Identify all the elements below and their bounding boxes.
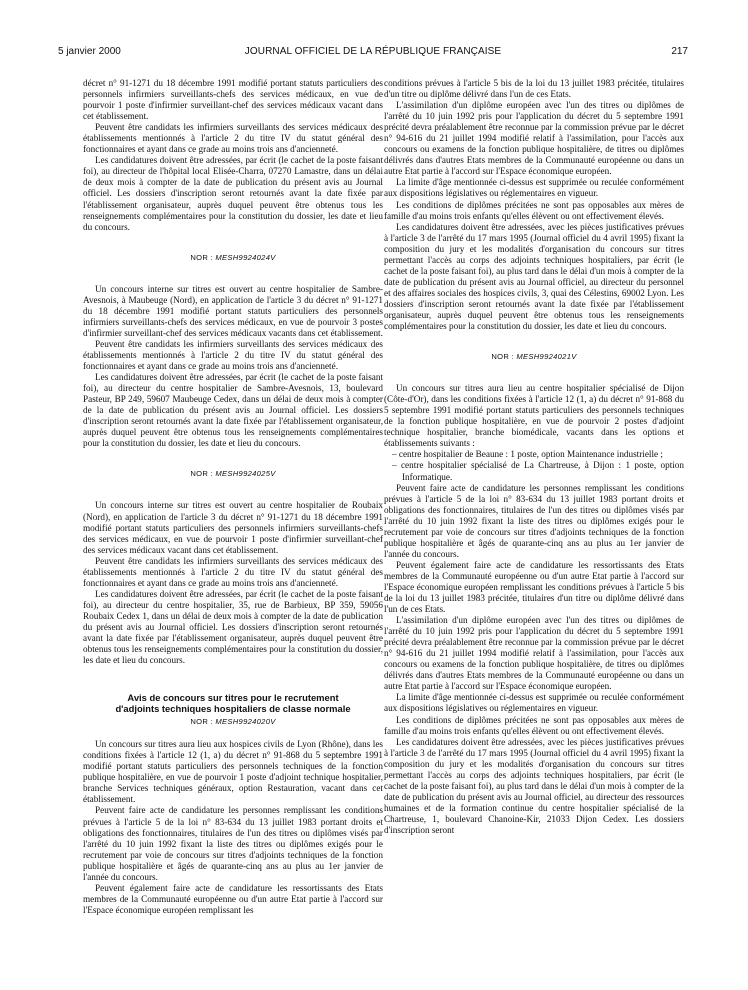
paragraph: Les candidatures doivent être adressées, avec les pièces justificatives prévues à l'article 3 de l'arrêté du 17 mars 1995 (Journal officiel du 4 avril 1995) fixant la composition du jury et les modalités d'organisation du concours sur titres permettant l'accès au corps des adjoints techniques hospitaliers, par écrit (le cachet de la poste faisant foi), au plus tard dans le délai d'un mois à compter de la date de publication du présent avis au Journal officiel, au directeur des ressources humaines et de la formation continue du centre hospitalier spécialisé de la Chartreuse, 1, boulevard Chanoine-Kir, 21033 Dijon Cedex. Les dossiers d'inscription seront bbox=[384, 736, 684, 835]
paragraph: L'assimilation d'un diplôme européen avec l'un des titres ou diplômes de l'arrêté du 10 juin 1992 pris pour l'application du décret du 5 septembre 1991 précité devra préalablement être reconnue par la commission prévue par le décret n° 94-616 du 21 juillet 1994 modifié relatif à l'assimilation, pour l'accès aux concours ou examens de la fonction publique hospitalière, de titres ou diplômes délivrés dans d'autres Etats membres de la Communauté européenne ou dans un autre Etat partie à l'accord sur l'Espace économique européen. bbox=[384, 100, 684, 177]
nor-reference bbox=[83, 468, 383, 479]
journal-title: JOURNAL OFFICIEL DE LA RÉPUBLIQUE FRANÇAISE bbox=[244, 46, 502, 57]
paragraph: Les candidatures doivent être adressées, par écrit (le cachet de la poste faisant foi), au directeur du centre hospitalier, 35, rue de Barbieux, BP 359, 59056 Roubaix Cedex 1, dans un délai de deux mois à compter de la date de publication du présent avis au Journal officiel. Les dossiers d'inscription seront retournés avant la date fixée par l'établissement organisateur, auprès duquel peuvent être obtenus tous les renseignements complémentaires pour la constitution du dossier, les date et lieu du concours. bbox=[83, 588, 383, 666]
paragraph: Les conditions de diplômes précitées ne sont pas opposables aux mères de famille d'au moins trois enfants qu'elles élèvent ou ont effectivement élevés. bbox=[384, 199, 684, 221]
section-title-line: Avis de concours sur titres pour le recrutement bbox=[127, 692, 339, 704]
list-item: – centre hospitalier spécialisé de La Chartreuse, à Dijon : 1 poste, option Informatique. bbox=[392, 460, 684, 482]
nor-reference bbox=[384, 351, 684, 362]
nor-label: NOR : bbox=[491, 352, 514, 362]
nor-code: MESH9924021V bbox=[516, 352, 577, 362]
paragraph: L'assimilation d'un diplôme européen avec l'un des titres ou diplômes de l'arrêté du 10 juin 1992 pris pour l'application du décret du 5 septembre 1991 précité devra préalablement être reconnue par la commission prévue par le décret n° 94-616 du 21 juillet 1994 modifié relatif à l'assimilation, pour l'accès aux concours ou examens de la fonction publique hospitalière, de titres ou diplômes délivrés dans d'autres Etats membres de la Communauté européenne ou dans un autre Etat partie à l'accord sur l'Espace économique européen. bbox=[384, 615, 684, 692]
nor-label: NOR : bbox=[190, 717, 213, 727]
paragraph: décret n° 91-1271 du 18 décembre 1991 modifié portant statuts particuliers des personnels infirmiers surveillants-chefs des services médicaux, en vue de pourvoir 1 poste d'infirmier surveillant-chef des services médicaux vacant dans cet établissement. bbox=[83, 78, 383, 122]
right-column bbox=[384, 78, 684, 836]
section-title-line: d'adjoints techniques hospitaliers de classe normale bbox=[115, 703, 351, 715]
paragraph: La limite d'âge mentionnée ci-dessus est supprimée ou reculée conformément aux dispositions législatives ou réglementaires en vigueur. bbox=[384, 692, 684, 714]
nor-code: MESH9924025V bbox=[215, 469, 276, 479]
paragraph: Peuvent faire acte de candidature les personnes remplissant les conditions prévues à l'article 5 de la loi n° 83-634 du 13 juillet 1983 portant droits et obligations des fonctionnaires, titulaires de l'un des titres ou diplômes visés par l'arrêté du 10 juin 1992 fixant la liste des titres ou diplômes exigés pour le recrutement par voie de concours sur titres d'adjoints techniques de la fonction publique hospitalière et âgés de quarante-cinq ans au plus au 1er janvier de l'année du concours. bbox=[83, 805, 383, 882]
paragraph: Peuvent être candidats les infirmiers surveillants des services médicaux des établissements mentionnés à l'article 2 du titre IV du statut général des fonctionnaires et ayant dans ce grade au moins trois ans d'ancienneté. bbox=[83, 122, 383, 155]
paragraph: Un concours interne sur titres est ouvert au centre hospitalier de Sambre-Avesnois, à Maubeuge (Nord), en application de l'article 3 du décret n° 91-1271 du 18 décembre 1991 modifié portant statuts particuliers des personnels infirmiers surveillants-chefs des services médicaux, en vue de pourvoir 3 postes d'infirmier surveillant-chef des services médicaux vacants dans cet établissement. bbox=[83, 283, 383, 338]
paragraph: Un concours interne sur titres est ouvert au centre hospitalier de Roubaix (Nord), en application de l'article 3 du décret n° 91-1271 du 18 décembre 1991 modifié portant statuts particuliers des personnels infirmiers surveillants-chefs des services médicaux, en vue de pourvoir 1 poste d'infirmier surveillant-chef des services médicaux vacant dans cet établissement. bbox=[83, 500, 383, 555]
paragraph: Peuvent être candidats les infirmiers surveillants des services médicaux des établissements mentionnés à l'article 2 du titre IV du statut général des fonctionnaires et ayant dans ce grade au moins trois ans d'ancienneté. bbox=[83, 555, 383, 588]
nor-code: MESH9924024V bbox=[215, 252, 276, 262]
paragraph: Peuvent faire acte de candidature les personnes remplissant les conditions prévues à l'article 5 de la loi n° 83-634 du 13 juillet 1983 portant droits et obligations des fonctionnaires, titulaires de l'un des titres ou diplômes visés par l'arrêté du 10 juin 1992 fixant la liste des titres ou diplômes exigés pour le recrutement par voie de concours sur titres d'adjoints techniques de la fonction publique hospitalière et âgés de quarante-cinq ans au plus au 1er janvier de l'année du concours. bbox=[384, 482, 684, 559]
paragraph: Peuvent être candidats les infirmiers surveillants des services médicaux des établissements mentionnés à l'article 2 du titre IV du statut général des fonctionnaires et ayant dans ce grade au moins trois ans d'ancienneté. bbox=[83, 338, 383, 372]
paragraph: Peuvent également faire acte de candidature les ressortissants des Etats membres de la Communauté européenne ou d'un autre Etat partie à l'accord sur l'Espace économique européen remplissant les bbox=[83, 882, 383, 915]
paragraph: Les candidatures doivent être adressées, par écrit (le cachet de la poste faisant foi), au directeur de l'hôpital local Elisée-Charra, 07270 Lamastre, dans un délai de deux mois à compter de la date de publication du présent avis au Journal officiel. Les dossiers d'inscription seront retournés avant la date fixée par l'établissement organisateur, auprès duquel peuvent être obtenus tous les renseignements complémentaires pour la constitution du dossier, les date et lieu du concours. bbox=[83, 155, 383, 232]
page-header bbox=[58, 46, 688, 60]
nor-reference bbox=[83, 716, 383, 727]
paragraph: La limite d'âge mentionnée ci-dessus est supprimée ou reculée conformément aux dispositions législatives ou réglementaires en vigueur. bbox=[384, 177, 684, 199]
section-title bbox=[83, 692, 383, 714]
paragraph: Un concours sur titres aura lieu aux hospices civils de Lyon (Rhône), dans les conditions fixées à l'article 12 (1, a) du décret n° 91-868 du 5 septembre 1991 modifié portant statuts particuliers des personnels techniques de la fonction publique hospitalière, en vue de pourvoir 1 poste d'adjoint technique hospitalier, branche Services techniques généraux, option Restauration, vacant dans cet établissement. bbox=[83, 739, 383, 805]
issue-date: 5 janvier 2000 bbox=[58, 46, 121, 57]
nor-label: NOR : bbox=[190, 252, 213, 262]
paragraph: conditions prévues à l'article 5 bis de la loi du 13 juillet 1983 précitée, titulaires d'un titre ou diplôme délivré dans l'un de ces Etats. bbox=[384, 78, 684, 100]
nor-label: NOR : bbox=[190, 469, 213, 479]
paragraph: Peuvent également faire acte de candidature les ressortissants des Etats membres de la Communauté européenne ou d'un autre Etat partie à l'accord sur l'Espace économique européen remplissant les conditions prévues à l'article 5 bis de la loi du 13 juillet 1983 précitée, titulaires d'un titre ou diplôme délivré dans l'un de ces Etats. bbox=[384, 559, 684, 615]
paragraph: Les candidatures doivent être adressées, par écrit (le cachet de la poste faisant foi), au directeur du centre hospitalier de Sambre-Avesnois, 13, boulevard Pasteur, BP 249, 59607 Maubeuge Cedex, dans un délai de deux mois à compter de la date de publication du présent avis au Journal officiel. Les dossiers d'inscription seront retournés avant la date fixée par l'établissement organisateur, auprès duquel peuvent être obtenus tous les renseignements complémentaires pour la constitution du dossier, les date et lieu du concours. bbox=[83, 372, 383, 449]
list-item: – centre hospitalier de Beaune : 1 poste, option Maintenance industrielle ; bbox=[392, 449, 663, 460]
paragraph: Les candidatures doivent être adressées, avec les pièces justificatives prévues à l'article 3 de l'arrêté du 17 mars 1995 (Journal officiel du 4 avril 1995) fixant la composition du jury et les modalités d'organisation du concours sur titres permettant l'accès au corps des adjoints techniques hospitaliers, par écrit (le cachet de la poste faisant foi), au plus tard dans le délai d'un mois à compter de la date de publication du présent avis au Journal officiel, au directeur du personnel et des affaires sociales des hospices civils, 3, quai des Célestins, 69002 Lyon. Les dossiers d'inscription seront retournés avant la date fixée par l'établissement organisateur, auprès duquel peuvent être obtenus tous les renseignements complémentaires pour la constitution du dossier, les date et lieu du concours. bbox=[384, 221, 684, 332]
nor-reference bbox=[83, 252, 383, 263]
paragraph: Les conditions de diplômes précitées ne sont pas opposables aux mères de famille d'au moins trois enfants qu'elles élèvent ou ont effectivement élevés. bbox=[384, 714, 684, 736]
nor-code: MESH9924020V bbox=[215, 717, 276, 727]
page-number: 217 bbox=[671, 46, 688, 57]
paragraph: Un concours sur titres aura lieu au centre hospitalier spécialisé de Dijon (Côte-d'Or), dans les conditions fixées à l'article 12 (1, a) du décret n° 91-868 du 5 septembre 1991 modifié portant statuts particuliers des personnels techniques de la fonction publique hospitalière, en vue de pourvoir 2 postes d'adjoint technique hospitalier, branche biomédicale, vacants dans les options et établissements suivants : bbox=[384, 383, 684, 449]
left-column bbox=[83, 78, 383, 916]
establishment-list bbox=[384, 449, 684, 482]
